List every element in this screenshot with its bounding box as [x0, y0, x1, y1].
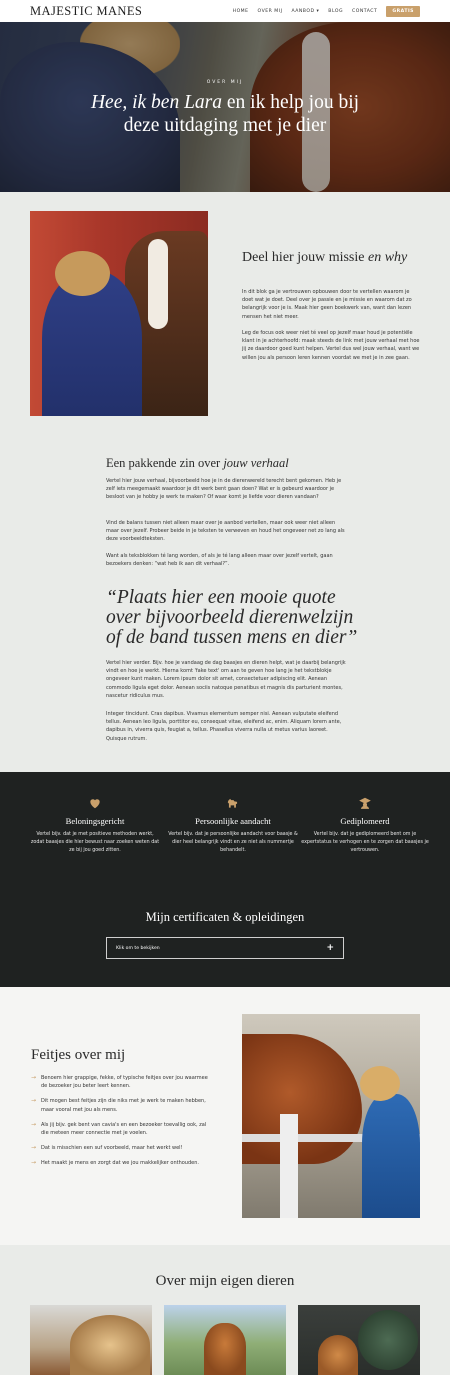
feature-desc: Vertel bijv. dat je persoonlijke aandacht voor baasje & dier heel belangrijk vindt en ze niet als nummertje behandelt.	[168, 832, 298, 853]
hero-text	[0, 22, 450, 192]
dog-icon	[226, 796, 240, 810]
feature-title: Persoonlijke aandacht	[195, 816, 271, 826]
list-item: → Dit mogen best feitjes zijn die niks met je werk te maken hebben, maar vooral met jou als mens.	[31, 1097, 206, 1113]
mission-text-2: Leg de focus ook weer niet té veel op jezelf maar houd je potentiële klant in je achterhoofd: maak steeds de link met jouw verhaal met hoe jij ze daardoor goed kunt helpen. Vertel dus wel jouw verhaal, want we willen jou als persoon leren kennen voordat we met je in zee gaan.	[242, 330, 420, 361]
arrow-right-icon: →	[31, 1074, 37, 1081]
nav-home[interactable]: HOME	[232, 8, 249, 14]
arrow-right-icon: →	[31, 1120, 37, 1128]
nav-aanbod[interactable]: AANBOD ▾	[291, 8, 320, 14]
animal-photo-horse	[30, 1305, 152, 1375]
list-item: → Dat is misschien een suf voorbeeld, maar het werkt wel!	[31, 1144, 183, 1152]
nav-contact[interactable]: CONTACT	[352, 8, 378, 14]
story-text-5: Integer tincidunt. Cras dapibus. Vivamus elementum semper nisi. Aenean vulputate eleifend tellus. Aenean leo ligula, porttitor eu, consequat vitae, eleifend ac, enim. Aliquam lorem ante, dapibus in, viverra quis, feugiat a, tellus. Phasellus viverra nulla ut metus varius laoreet. Quisque rutrum.	[106, 711, 342, 742]
site-logo[interactable]: MAJESTIC MANES	[30, 3, 143, 18]
feature-title: Beloningsgericht	[65, 816, 125, 826]
story-text-2: Vind de balans tussen niet alleen maar over je aanbod vertellen, maar ook weer niet alleen maar over jezelf. Probeer beide in je teksten te verweven en houd het ongeveer net zo lang als deze voorbeeldteksten.	[106, 520, 345, 543]
nav-blog[interactable]: BLOG	[328, 8, 344, 14]
nav-cta-button[interactable]: GRATIS	[386, 6, 420, 17]
arrow-right-icon: →	[31, 1159, 37, 1167]
list-item: → Het maakt je mens en zorgt dat we jou makkelijker onthouden.	[31, 1159, 199, 1167]
feature-3	[300, 796, 430, 855]
feature-desc: Vertel bijv. dat je met positieve methoden werkt, zodat baasjes die hier bewust naar zoeken weten dat ze bij jou goed zitten.	[30, 832, 160, 853]
arrow-right-icon: →	[31, 1097, 37, 1105]
story-text-4: Vertel hier verder. Bijv. hoe je vandaag de dag baasjes en dieren helpt, wat je daarbij belangrijk vindt en hoe je werkt. Hierna komt 'fake text' om aan te geven hoe lang je het tekstblokje ongeveer kunt maken. Lorem ipsum dolor sit amet, consectetuer adipiscing elit. Aenean commodo ligula eget dolor. Aenean sociis natoque penatibus et magnis dis parturient montes, nascetur ridiculus mus.	[106, 660, 346, 699]
graduate-icon	[358, 796, 372, 810]
mission-text-1: In dit blok ga je vertrouwen opbouwen door te vertellen waarom je doet wat je doet. Deel over je passie en je missie en waarom dat zo belangrijk voor je is. Maak hier geen boekwerk van, want dan lezen mensen het niet meer.	[242, 289, 412, 320]
list-item: → Als jij bijv. gek bent van cavia's en een bezoeker toevallig ook, zal die meteen meer connectie met je voelen.	[31, 1120, 207, 1137]
mission-section	[0, 192, 450, 442]
certificates-accordion[interactable]	[106, 937, 344, 959]
list-item: → Benoem hier grappige, fekke, of typische feitjes over jou waarmee de bezoeker jou beter leert kennen.	[31, 1074, 208, 1090]
top-nav	[0, 0, 450, 22]
facts-photo	[242, 1014, 420, 1218]
feature-title: Gediplomeerd	[340, 816, 390, 826]
facts-section	[0, 987, 450, 1245]
mission-title: Deel hier jouw missie en why	[242, 250, 408, 265]
story-text-1: Vertel hier jouw verhaal, bijvoorbeeld hoe je in de dierenwereld terecht bent gekomen. Heb je zelf iets meegemaakt waardoor je dit werk bent gaan doen? Wat er is gebeurd waardoor je besloot van je hobby je werk te maken? Of waar komt je liefde voor dieren vandaan?	[106, 478, 342, 501]
nav-over-mij[interactable]: OVER MIJ	[257, 8, 283, 14]
feature-2	[168, 796, 298, 855]
feature-desc: Vertel bijv. dat je gediplomeerd bent om je expertstatus te verhogen en te zorgen dat baasjes je vertrouwen.	[301, 832, 429, 853]
plus-icon: +	[326, 943, 334, 953]
animals-title: Over mijn eigen dieren	[155, 1273, 295, 1289]
animal-photo-cat	[298, 1305, 420, 1375]
hero-title-rest: en ik help jou bij deze uitdaging met je dier	[123, 92, 360, 136]
mission-photo	[30, 211, 208, 416]
certificates-title: Mijn certificaten & opleidingen	[145, 910, 305, 924]
main-menu	[233, 6, 420, 17]
hero-section	[0, 22, 450, 192]
story-title: Een pakkende zin over jouw verhaal	[106, 456, 289, 470]
facts-title: Feitjes over mij	[31, 1047, 126, 1063]
arrow-right-icon: →	[31, 1144, 37, 1152]
feature-1	[30, 796, 160, 855]
animals-section	[0, 1245, 450, 1375]
hero-title-italic: Hee, ik ben Lara	[90, 92, 223, 113]
facts-list	[31, 1074, 211, 1175]
accordion-label: Klik om te bekijken	[116, 945, 160, 951]
animal-photo-dog	[164, 1305, 286, 1375]
heart-icon	[88, 796, 102, 810]
hero-kicker: OVER MIJ	[206, 80, 244, 85]
story-quote: “Plaats hier een mooie quote over bijvoorbeeld dierenwelzijn of de band tussen mens en dier”	[106, 587, 358, 648]
story-text-3: Want als teksblokken té lang worden, of als je té lang alleen maar over jezelf vertelt, gaan bezoekers denken: “wat heb ik aan dit verhaal?”.	[106, 553, 333, 568]
hero-title	[75, 91, 375, 137]
features-section	[0, 772, 450, 987]
